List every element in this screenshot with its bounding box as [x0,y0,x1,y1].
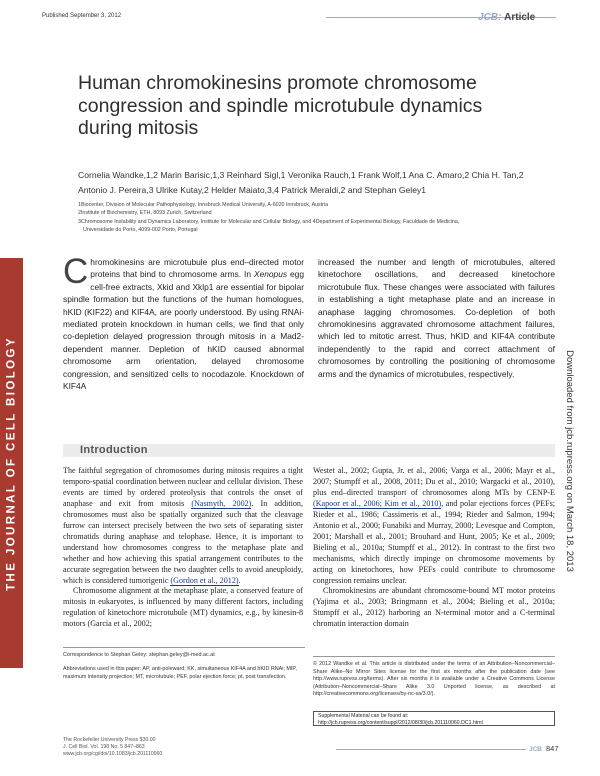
intro-paragraph-1 [63,466,303,586]
download-note: Downloaded from jcb.rupress.org on March 18, 2013 [564,350,575,572]
journal-name-vertical: THE JOURNAL OF CELL BIOLOGY [5,336,18,591]
abstract-italic: Xenopus [253,269,288,280]
supplemental-link[interactable]: http://jcb.rupress.org/content/suppl/2012/08/30/jcb.201110060.DC1.html [318,719,483,726]
intro-paragraph-2: Chromosome alignment at the metaphase plate, a conserved feature of mitosis in eukaryotes, is influenced by many different factors, including regulation of kinetochore microtubule (MT) dynamics, e.g., by kinesin-8 motors (Garcia et al., 2002; [63,586,303,629]
correspondence-note: Correspondence to Stephan Geley: stephan.geley@i-med.ac.at [63,652,215,658]
footer-journal: JCB [529,746,543,753]
abbreviations-note: Abbreviations used in this paper: AP, anti-poleward; KK, simultaneous KIF4A and hKID RNAi; MIP, maximum intensity projection; MT, microtubule; PEF, polar ejection force; pt, post transfection. [63,666,297,680]
abstract-dropcap: C [63,252,89,291]
text-run: Westet al., 2002; Gupta, Jr. et al., 2006; Varga et al., 2006; Mayr et al., 2007; Stumpff et al., 2008, 2011; Du et al., 2010; Wargacki et al., 2010), plus end–directed transport of chromosomes along MTs by CENP-E [313,466,555,497]
license-divider [313,656,555,657]
author-list [78,168,548,198]
text-run: . In addition, chromosomes must also be spatially organized such that the cleavage furrow can intersect precisely between the two sets of separating sister chromatids during anaphase and telophase. Hence, it is important to understand how chromosomes congress to the metaphase plate and whether and how achieving this spatial arrangement contributes to the accurate segregation between the two daughter cells to avoid aneuploidy, which is considered tumorigenic [63,498,303,585]
affiliation-3: 3Chromosome Instability and Dynamics Laboratory, Institute for Molecular and Cellular Biology, and 4Department of Experimental Biology, Faculdade de Medicina, [78,218,460,225]
abstract-right-column: increased the number and length of microtubules, altered kinetochore oscillations, and decreased kinetochore microtubule flux. These changes were associated with failures in establishing a tight metaphase plate and an increase in anaphase lagging chromosomes. Co-depletion of both chromokinesins aggravated chromosome attachment failures, which led to mitotic arrest. Thus, hKID and KIF4A contribute independently to the rapid and correct attachment of chromosomes by controlling the positioning of chromosome arms and the dynamics of microtubules, respectively. [318,257,555,379]
footer-volume: J. Cell Biol. Vol. 198 No. 5 847–863 [63,744,145,751]
text-run: The faithful segregation of chromosomes during mitosis requires a tight temporo-spatial coordination between nuclear and cellular division. These events are timed by ordered proteolysis that controls the onset of anaphase and exit from mitosis [63,466,303,508]
text-run: . [238,575,241,585]
reference-link-gordon[interactable]: (Gordon et al., 2012) [170,575,239,585]
footer-doi[interactable]: www.jcb.org/cgi/doi/10.1083/jcb.201110060 [63,751,163,758]
affiliation-2: 2Institute of Biochemistry, ETH, 8093 Zurich, Switzerland [78,210,212,217]
abstract-text-a: hromokinesins are microtubule plus end–directed motor proteins that bind to chromosome arms. In [90,257,304,280]
footer-citation [63,737,263,759]
abstract-text-b: egg cell-free extracts, Xkid and Xklp1 are essential for bipolar spindle formation but the functions of the human homologues, hKID (KIF22) and KIF4A, are poorly understood. By using RNAi-mediated protein knockdown in human cells, we find that only co-depletion delayed progression through mitosis in a Mad2-dependent manner. Depletion of hKID caused abnormal chromosome arm orientation, delayed chromosome congression, and sensitized cells to nocodazole. Knockdown of KIF4A [63,269,304,392]
supplemental-label: Supplemental Material can be found at: [318,713,409,719]
footer-rule [336,749,526,750]
page-number: 847 [546,744,559,753]
author-line-1: Cornelia Wandke,1,2 Marin Barisic,1,3 Reinhard Sigl,1 Veronika Rauch,1 Frank Wolf,1 Ana C. Amaro,2 Chia H. Tan,2 [78,170,524,180]
text-run: , and polar ejections forces (PEFs; Rieder et al., 1986; Cassimeris et al., 1994; Rieder and Salmon, 1994; Antonio et al., 2000; Funabiki and Murray, 2000; Levesque and Compton, 2001; Marshall et al., 2001; Brouhard and Hunt, 2005; Ke et al., 2009; Bieling et al., 2010a; Stumpff et al., 2012). In contrast to the first two mechanisms, which directly impinge on chromosome movements by acting on kinetochores, how PEFs could contribute to chromosome congression remains unclear. [313,498,555,585]
section-label: Article [504,12,536,23]
license-note: © 2012 Wandke et al. This article is distributed under the terms of an Attribution–Noncommercial–Share Alike–No Mirror Sites license for the first six months after the publication date (see http://www.rupress.org/terms). After six months it is available under a Creative Commons License (Attribution–Noncommercial–Share Alike 3.0 Unported license, as described at http://creativecommons.org/licenses/by-nc-sa/3.0/). [313,661,555,698]
intro-paragraph-3 [313,466,555,586]
author-line-2: Antonio J. Pereira,3 Ulrike Kutay,2 Helder Maiato,3,4 Patrick Meraldi,2 and Stephan Geley1 [78,185,427,195]
affiliation-1: 1Biocenter, Division of Molecular Pathophysiology, Innsbruck Medical University, A-6020 Innsbruck, Austria [78,202,329,208]
reference-link-nasmyth[interactable]: (Nasmyth, 2002) [191,498,252,508]
affiliations [78,201,548,235]
intro-paragraph-4: Chromokinesins are abundant chromosome-bound MT motor proteins (Yajima et al., 2003; Bringmann et al., 2004; Bieling et al., 2010a; Stumpff et al., 2012) harboring an N-terminal motor and a C-terminal chromatin interaction domain [313,586,555,629]
journal-logo [478,12,535,23]
body-right-column [313,466,555,630]
page-number-block [529,744,559,753]
supplemental-material-box[interactable] [313,711,555,726]
section-heading: Introduction [80,444,148,456]
reference-link-kapoor[interactable]: (Kapoor et al., 2006; Kim et al., 2010) [313,498,442,508]
notes-divider [63,647,305,648]
footer-publisher: The Rockefeller University Press $30.00 [63,737,156,743]
abstract-left-column [63,252,304,392]
affiliation-4: Universidade do Porto, 4099-002 Porto, Portugal [83,227,198,234]
article-title: Human chromokinesins promote chromosome congression and spindle microtubule dynamics during mitosis [78,72,483,139]
body-left-column [63,466,303,630]
journal-short: JCB: [478,12,502,23]
published-date: Published September 3, 2012 [42,13,122,19]
